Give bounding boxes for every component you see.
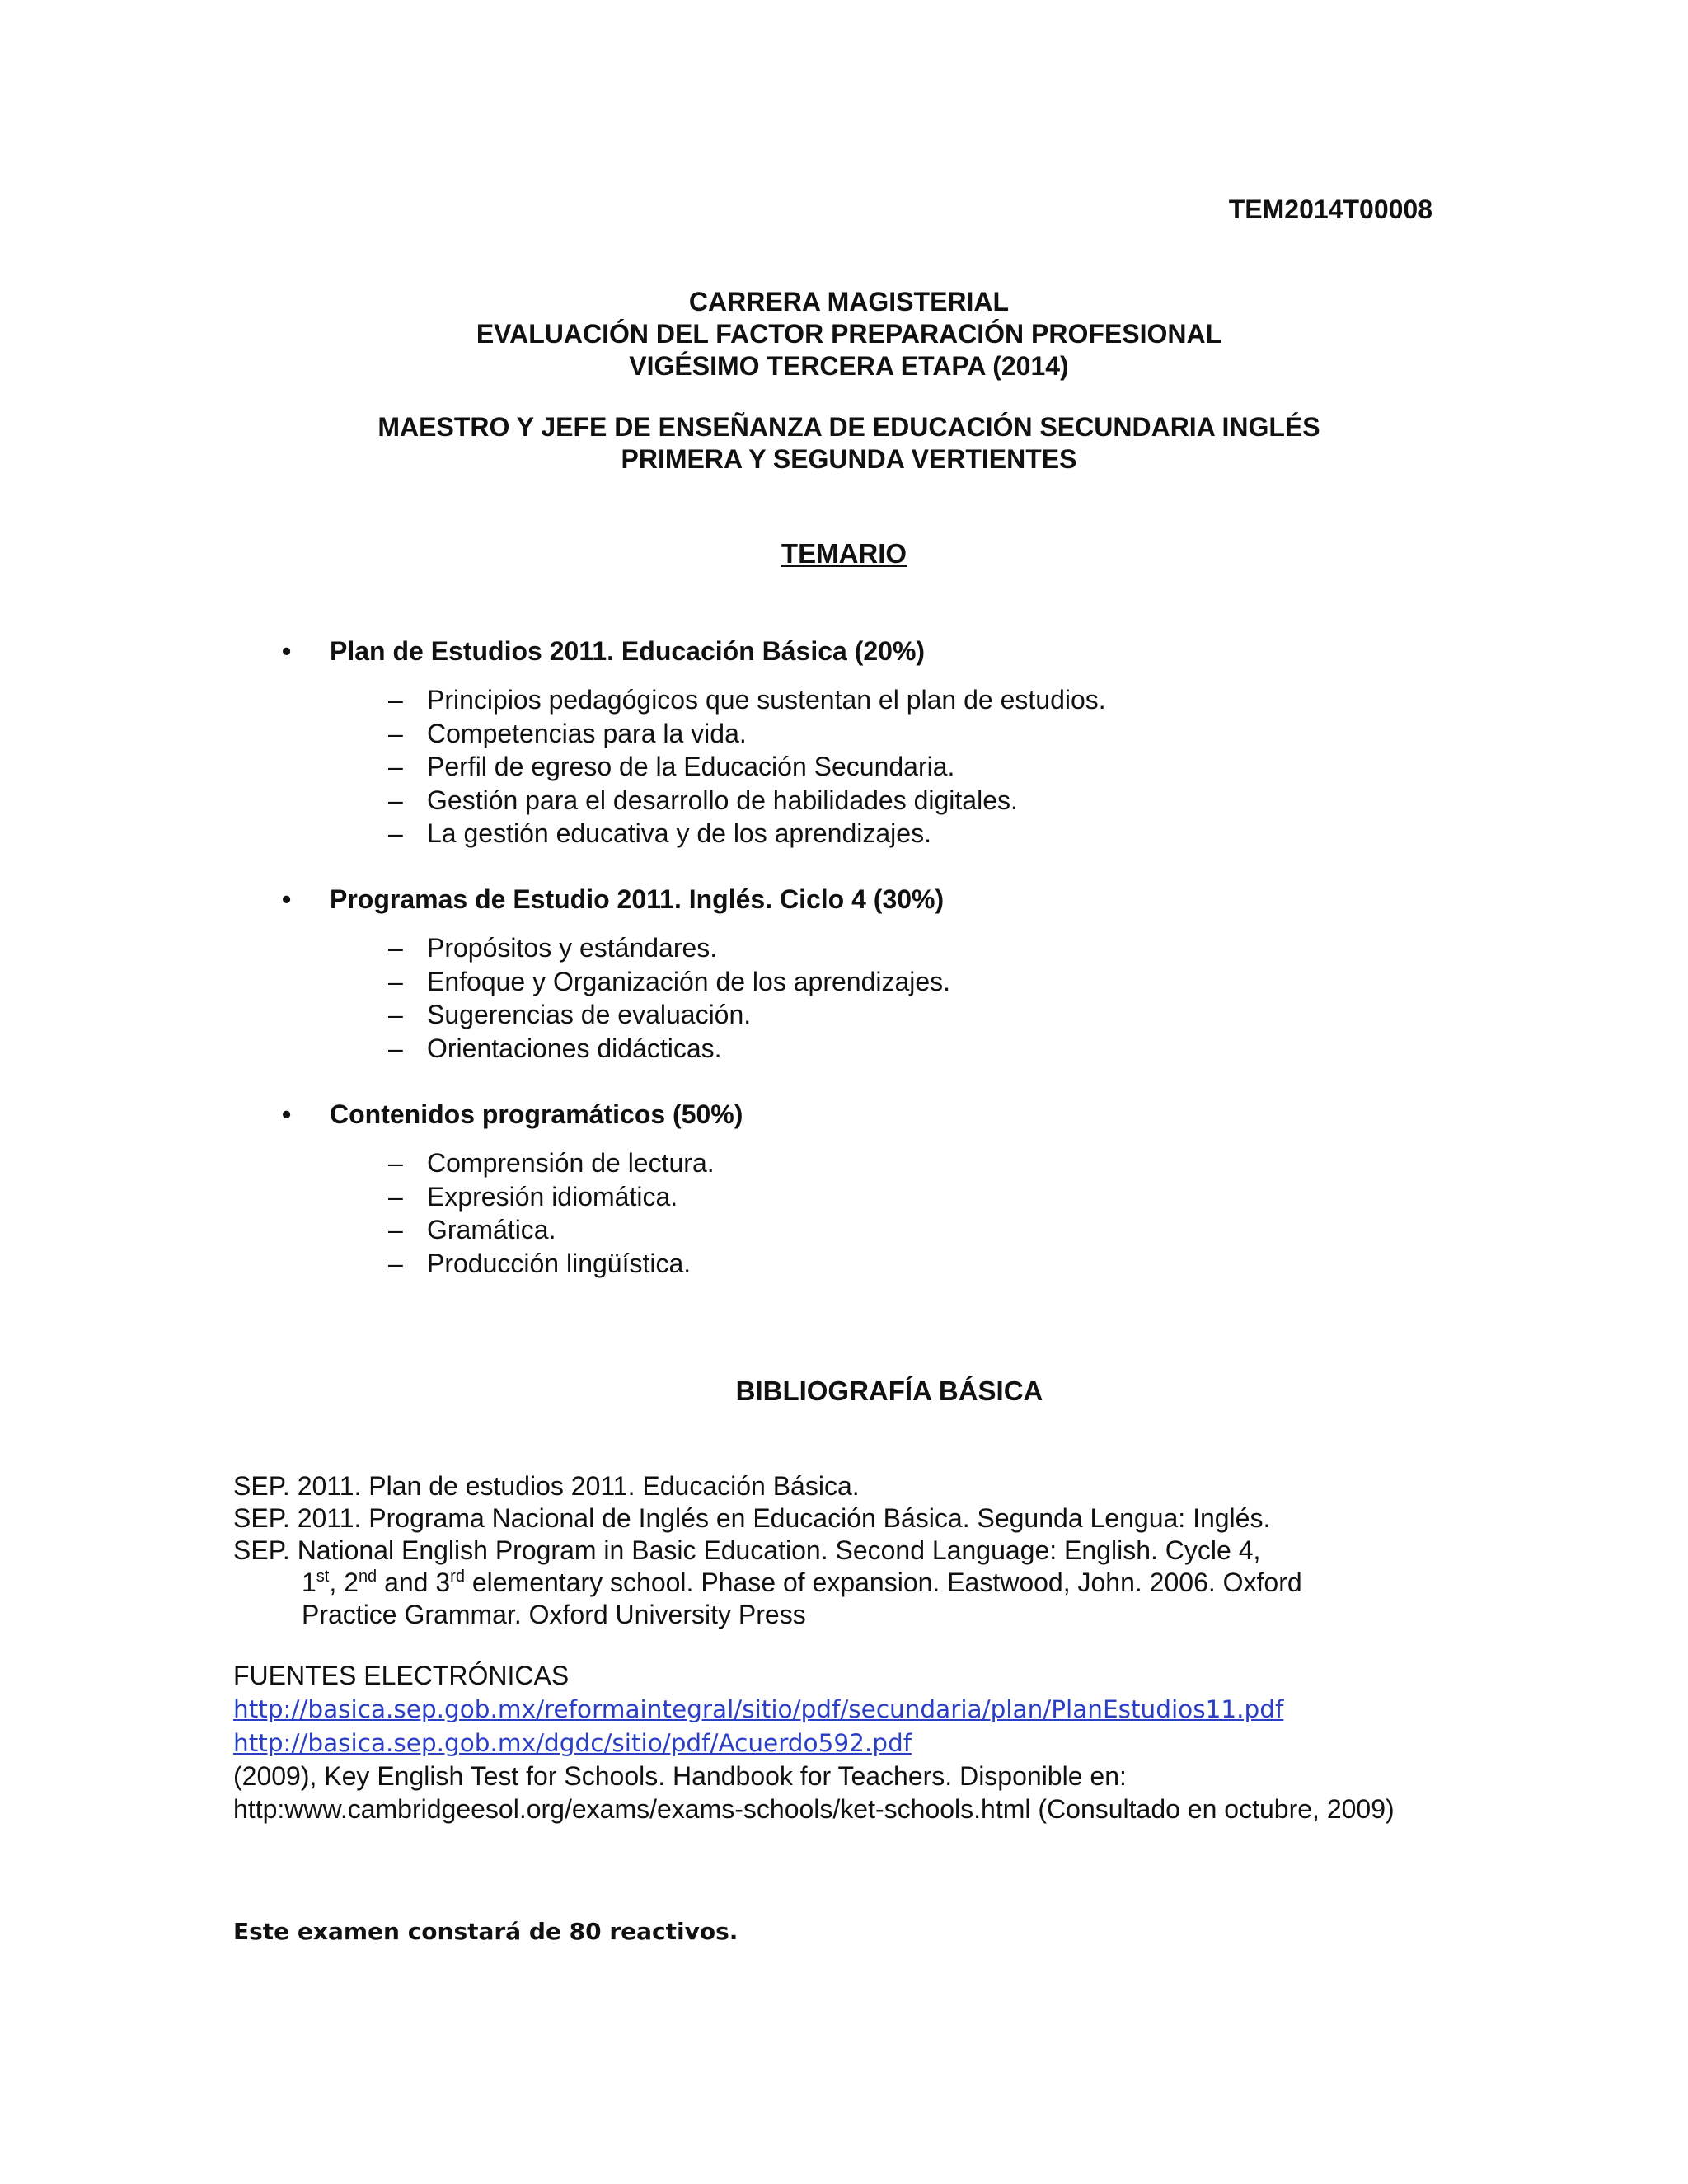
bullet-icon: • [282,1099,292,1129]
bibliography-entry: SEP. 2011. Plan de estudios 2011. Educación Básica. [233,1471,860,1501]
list-item-text: Principios pedagógicos que sustentan el plan de estudios. [427,685,1106,715]
list-item [279,998,950,1032]
bibliography-entry: SEP. National English Program in Basic Education. Second Language: English. Cycle 4, [233,1535,1261,1565]
dash-icon: – [388,685,403,715]
ordinal-suffix: st [316,1568,330,1586]
header-line-1: CARRERA MAGISTERIAL [688,287,1010,316]
exam-note: Este examen constará de 80 reactivos. [233,1918,738,1945]
list-item-text: Gramática. [427,1215,556,1244]
list-item-text: Orientaciones didácticas. [427,1033,722,1063]
bullet-icon: • [282,884,292,914]
document-header [5,286,1688,382]
list-item-text: Gestión para el desarrollo de habilidades digitales. [427,785,1018,815]
section-items [279,1146,743,1280]
dash-icon: – [388,1215,403,1244]
list-item [279,750,1106,784]
list-item [279,784,1106,818]
dash-icon: – [388,1000,403,1029]
bibliografia-title: BIBLIOGRAFÍA BÁSICA [735,1376,1043,1406]
ordinal-suffix: rd [450,1568,465,1586]
dash-icon: – [388,1148,403,1178]
dash-icon: – [388,1033,403,1063]
list-item [279,931,950,965]
list-item-text: Enfoque y Organización de los aprendizajes. [427,966,951,996]
dash-icon: – [388,718,403,748]
list-item-text: Comprensión de lectura. [427,1148,715,1178]
dash-icon: – [388,1181,403,1212]
dash-icon: – [388,785,403,815]
header-line-3: VIGÉSIMO TERCERA ETAPA (2014) [629,351,1069,381]
dash-icon: – [388,933,403,963]
bibliography-entry-continuation [233,1567,1302,1599]
bibliography-entry-continuation: Practice Grammar. Oxford University Press [302,1600,806,1629]
list-item [279,717,1106,751]
header-line-5: PRIMERA Y SEGUNDA VERTIENTES [621,444,1077,474]
bullet-icon: • [282,636,292,666]
section-title-text: Plan de Estudios 2011. Educación Básica (20%) [330,636,926,666]
section-title-text: Contenidos programáticos (50%) [330,1099,743,1129]
fuentes-text: (2009), Key English Test for Schools. Handbook for Teachers. Disponible en: [233,1761,1127,1791]
section-items [279,683,1106,851]
list-item [279,1247,743,1281]
list-item-text: Competencias para la vida. [427,718,747,748]
header-line-4: MAESTRO Y JEFE DE ENSEÑANZA DE EDUCACIÓN SECUNDARIA INGLÉS [377,412,1320,442]
plan-estudios-link[interactable]: http://basica.sep.gob.mx/reformaintegral/sitio/pdf/secundaria/plan/PlanEstudios11.pdf [233,1695,1284,1723]
section-items [279,931,950,1065]
list-item [279,1180,743,1214]
list-item-text: Propósitos y estándares. [427,933,718,963]
list-item [279,683,1106,717]
list-item [279,1213,743,1247]
dash-icon: – [388,1248,403,1278]
document-code: TEM2014T00008 [1228,194,1432,224]
list-item-text: Producción lingüística. [427,1248,692,1278]
acuerdo-592-link[interactable]: http://basica.sep.gob.mx/dgdc/sitio/pdf/Acuerdo592.pdf [233,1729,912,1757]
list-item-text: La gestión educativa y de los aprendizajes. [427,818,931,848]
list-item-text: Perfil de egreso de la Educación Secundaria. [427,752,955,781]
list-item [279,817,1106,851]
fuentes-title: FUENTES ELECTRÓNICAS [233,1661,570,1690]
section-programas-estudio [279,883,950,1065]
bibliografia-list [233,1470,1302,1631]
dash-icon: – [388,752,403,781]
bibliography-entry: SEP. 2011. Programa Nacional de Inglés en Educación Básica. Segunda Lengua: Inglés. [233,1503,1271,1533]
section-title [279,883,950,916]
list-item [279,1146,743,1180]
ordinal-number: and 3 [377,1568,451,1597]
document-subheader [5,411,1688,476]
ordinal-suffix: nd [358,1568,377,1586]
temario-title: TEMARIO [781,538,907,569]
ordinal-number: , 2 [329,1568,359,1597]
list-item-text: Sugerencias de evaluación. [427,1000,752,1029]
dash-icon: – [388,818,403,848]
header-line-2: EVALUACIÓN DEL FACTOR PREPARACIÓN PROFESIONAL [476,319,1222,349]
dash-icon: – [388,966,403,996]
section-title-text: Programas de Estudio 2011. Inglés. Ciclo 4 (30%) [330,884,945,914]
section-title [279,1098,743,1131]
section-contenidos [279,1098,743,1280]
section-plan-estudios [279,635,1106,851]
bibliography-text: elementary school. Phase of expansion. Eastwood, John. 2006. Oxford [464,1568,1302,1597]
list-item [279,1032,950,1066]
ordinal-number: 1 [302,1568,316,1597]
list-item [279,965,950,999]
list-item-text: Expresión idiomática. [427,1181,678,1212]
section-title [279,635,1106,668]
fuentes-electronicas [233,1659,1395,1825]
fuentes-text: http:www.cambridgeesol.org/exams/exams-schools/ket-schools.html (Consultado en octubre, 2009) [233,1794,1395,1824]
